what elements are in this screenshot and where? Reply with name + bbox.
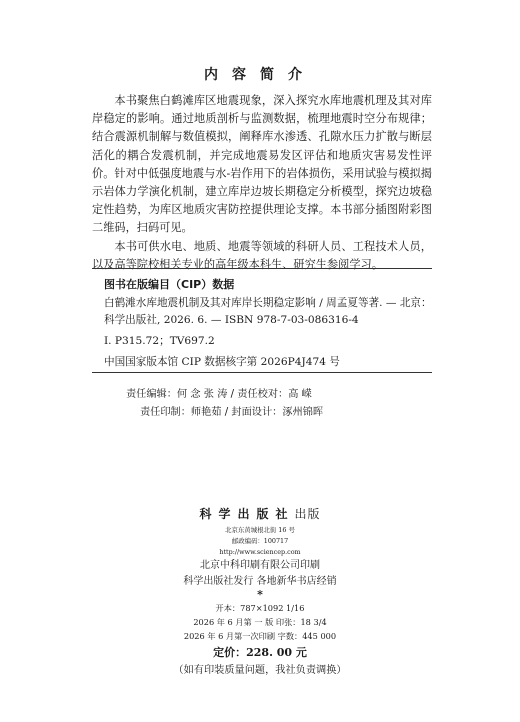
publisher-line [0, 508, 520, 521]
edition-line: 2026 年 6 月第 一 版 印张：18 3/4 [193, 617, 327, 627]
separator-star: * [257, 588, 263, 601]
publisher-suffix: 出版 [294, 507, 321, 521]
intro-title: 内容简介 [204, 67, 316, 83]
imprint-block [0, 508, 520, 679]
cip-block [92, 276, 432, 371]
cip-top-rule [92, 268, 432, 269]
credits-editors: 责任编辑：何 念 张 涛 / 责任校对：高 嵘 [126, 389, 312, 400]
intro-paragraph: 本书可供水电、地质、地震等领域的科研人员、工程技术人员，以及高等院校相关专业的高年级本科生、研究生参阅学习。 [92, 239, 432, 271]
cip-classification-line: Ⅰ. P315.72；TV697.2 [104, 335, 215, 347]
publisher-website: http://www.sciencep.com [219, 548, 301, 556]
distribution-line: 科学出版社发行 各地新华书店经销 [183, 575, 337, 587]
credits-production: 责任印制：师艳茹 / 封面设计：涿州锦晖 [140, 407, 324, 418]
quality-notice: （如有印装质量问题，我社负责调换） [173, 665, 347, 676]
cip-bottom-rule [92, 372, 432, 373]
cip-heading: 图书在版编目（CIP）数据 [104, 278, 235, 291]
cip-record-line: 中国国家版本馆 CIP 数据核字第 2026P4J474 号 [104, 356, 340, 368]
publisher-logo: 科学出版社 [199, 507, 295, 521]
publisher-postcode: 邮政编码：100717 [231, 537, 289, 545]
format-line: 开本：787×1092 1/16 [215, 603, 305, 613]
cip-title-line: 白鹤滩水库地震机制及其对库岸长期稳定影响 / 周孟夏等著. — 北京： [104, 297, 432, 309]
credits-block [0, 386, 520, 422]
publisher-address: 北京东黄城根北街 16 号 [225, 526, 295, 534]
printing-line: 2026 年 6 月第一次印刷 字数：445 000 [183, 631, 337, 641]
printer-line: 北京中科印刷有限公司印刷 [200, 560, 320, 571]
intro-text [92, 92, 432, 274]
price-line: 定价：228. 00 元 [213, 646, 307, 659]
cip-publisher-line: 科学出版社, 2026. 6. — ISBN 978-7-03-086316-4 [104, 314, 359, 326]
intro-paragraph: 本书聚焦白鹤滩库区地震现象，深入探究水库地震机理及其对库岸稳定的影响。通过地质剖析与监测数据，梳理地震时空分布规律；结合震源机制解与数值模拟，阐释库水渗透、孔隙水压力扩散与断层活化的耦合发震机制，并完成地震易发区评估和地质灾害易发性评价。针对中低强度地震与水-岩作用下的岩体损伤，采用试验与模拟揭示岩体力学演化机制，建立库岸边坡长期稳定分析模型，探究边坡稳定性趋势，为库区地质灾害防控提供理论支撑。本书部分插图附彩图二维码，扫码可见。 [92, 94, 432, 235]
